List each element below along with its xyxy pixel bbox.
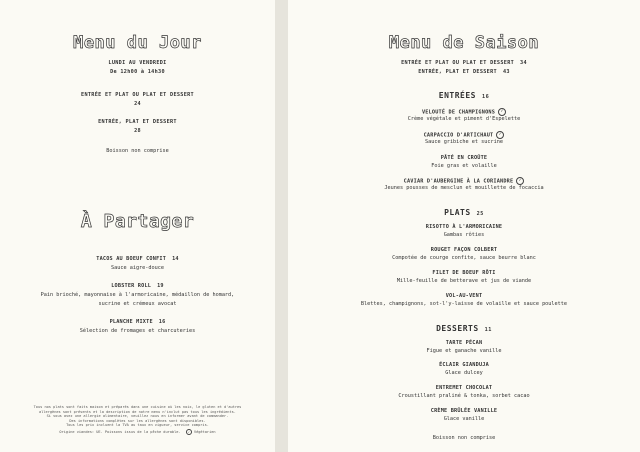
menu-item-description: Sauce gribiche et sucrine [424,139,504,145]
menu-item-description: Glace vanille [443,416,485,422]
saison-formula-2: ENTRÉE, PLAT ET DESSERT 43 [418,69,510,75]
menu-item-description: Blettes, champignons, sot-l'y-laisse de volaille et sauce poulette [360,301,568,307]
menu-item-name: TARTE PÉCAN [445,340,483,346]
section-heading-plats: PLATS 25 [444,208,484,217]
saison-formula-1: ENTRÉE ET PLAT OU PLAT ET DESSERT 34 [401,60,527,66]
allergen-footer-line: Tous nos plats sont faits maison et préparés dans une cuisine où les noix, le gluten et d'autres [33,405,242,409]
menu-item-name: ÉCLAIR GIANDUJA [439,362,489,368]
menu-item-price: 19 [157,283,164,289]
menu-item-name: VOL-AU-VENT [445,293,483,299]
menu-du-jour-price-1: 24 [134,101,141,107]
saison-price-2: 43 [502,69,510,75]
menu-du-jour-formula-1: ENTRÉE ET PLAT OU PLAT ET DESSERT [81,92,194,98]
menu-item-description: Jeunes pousses de mesclun et mouillette de focaccia [384,185,544,191]
section-price: 25 [476,211,484,217]
allergen-footer-line: Tous les prix incluent la TVA au taux en vigueur, service compris. [66,423,209,428]
menu-item-name: FILET DE BOEUF RÔTI [432,270,496,276]
allergen-footer-line: allergènes sont présents et la description de notre menu n'inclut pas tous les ingrédients. [39,409,236,414]
menu-item-name: ROUGET FAÇON COLBERT [430,247,498,253]
allergen-footer-line: Si vous avez une allergie alimentaire, veuillez nous en informer avant de commander. [46,414,229,419]
menu-item-description: Sauce aigre-douce [110,265,165,271]
menu-item-name: PLANCHE MIXTE 16 [109,319,166,325]
a-partager-title: À Partager [80,211,195,232]
menu-item-name: TACOS AU BOEUF CONFIT 14 [96,256,179,262]
section-heading-desserts: DESSERTS 11 [436,324,492,333]
left-menu-page [0,0,275,452]
menu-du-jour-hours: De 12h00 à 14h30 [110,69,165,75]
menu-item-name: ENTREMET CHOCOLAT [435,385,493,391]
menu-item-name: CRÈME BRÛLÉE VANILLE [430,408,498,414]
section-heading-entrees: ENTRÉES 16 [438,91,490,100]
menu-du-jour-title: Menu du Jour [73,33,202,53]
check-circle-icon: ✓ [186,429,192,435]
menu-item-name: PÂTÉ EN CROÛTE [440,155,488,161]
menu-du-jour-days: LUNDI AU VENDREDI [108,60,167,66]
menu-du-jour-price-2: 28 [134,128,141,134]
vegetarian-legend: Végétarien [193,430,216,434]
check-circle-icon: ✓ [496,131,504,139]
menu-item-description: Compotée de courge confite, sauce beurre blanc [392,255,536,261]
menu-item-name: RISOTTO À L'ARMORICAINE [425,224,503,230]
menu-item-description: Croustillant praliné & tonka, sorbet cacao [398,393,530,399]
menu-item-description: Sélection de fromages et charcuteries [79,328,196,334]
menu-du-jour-drinks-note: Boisson non comprise [106,148,169,154]
menu-item-description: Mille-feuille de betterave et jus de viande [396,278,532,284]
menu-item-description: Crème végétale et piment d'Espelette [407,116,521,122]
menu-item-description: sucrine et crémeux avocat [98,301,177,307]
menu-item-price: 16 [158,319,166,325]
section-price: 16 [481,94,490,100]
allergen-footer-line: Des informations complètes sur les allergènes sont disponibles. [69,418,206,423]
menu-item-description: Gambas rôties [443,232,485,238]
menu-item-description: Figue et ganache vanille [426,348,502,354]
menu-item-name: LOBSTER ROLL 19 [111,283,164,289]
menu-de-saison-title: Menu de Saison [388,33,540,53]
menu-item-name: VELOUTÉ DE CHAMPIGNONS ✓ [288,108,640,116]
allergen-footer-line: Origine viandes: UE. Poissons issus de la pêche durable. ✓ Végétarien [59,430,216,434]
menu-item-description: Pain brioché, mayonnaise à l'armoricaine, médaillon de homard, [40,292,235,298]
menu-du-jour-formula-2: ENTRÉE, PLAT ET DESSERT [98,119,177,125]
check-circle-icon: ✓ [498,108,506,116]
saison-drinks-note: Boisson non comprise [432,435,496,441]
menu-item-description: Glace dulcey [445,370,483,376]
saison-price-1: 34 [520,60,527,66]
menu-item-name: CAVIAR D'AUBERGINE À LA CORIANDRE ✓ [288,177,640,185]
menu-item-name: CARPACCIO D'ARTICHAUT ✓ [288,131,640,139]
menu-item-price: 14 [172,256,179,262]
section-price: 11 [484,327,492,333]
check-circle-icon: ✓ [516,177,524,185]
right-menu-page [288,0,640,452]
menu-item-description: Foie gras et volaille [431,163,497,169]
